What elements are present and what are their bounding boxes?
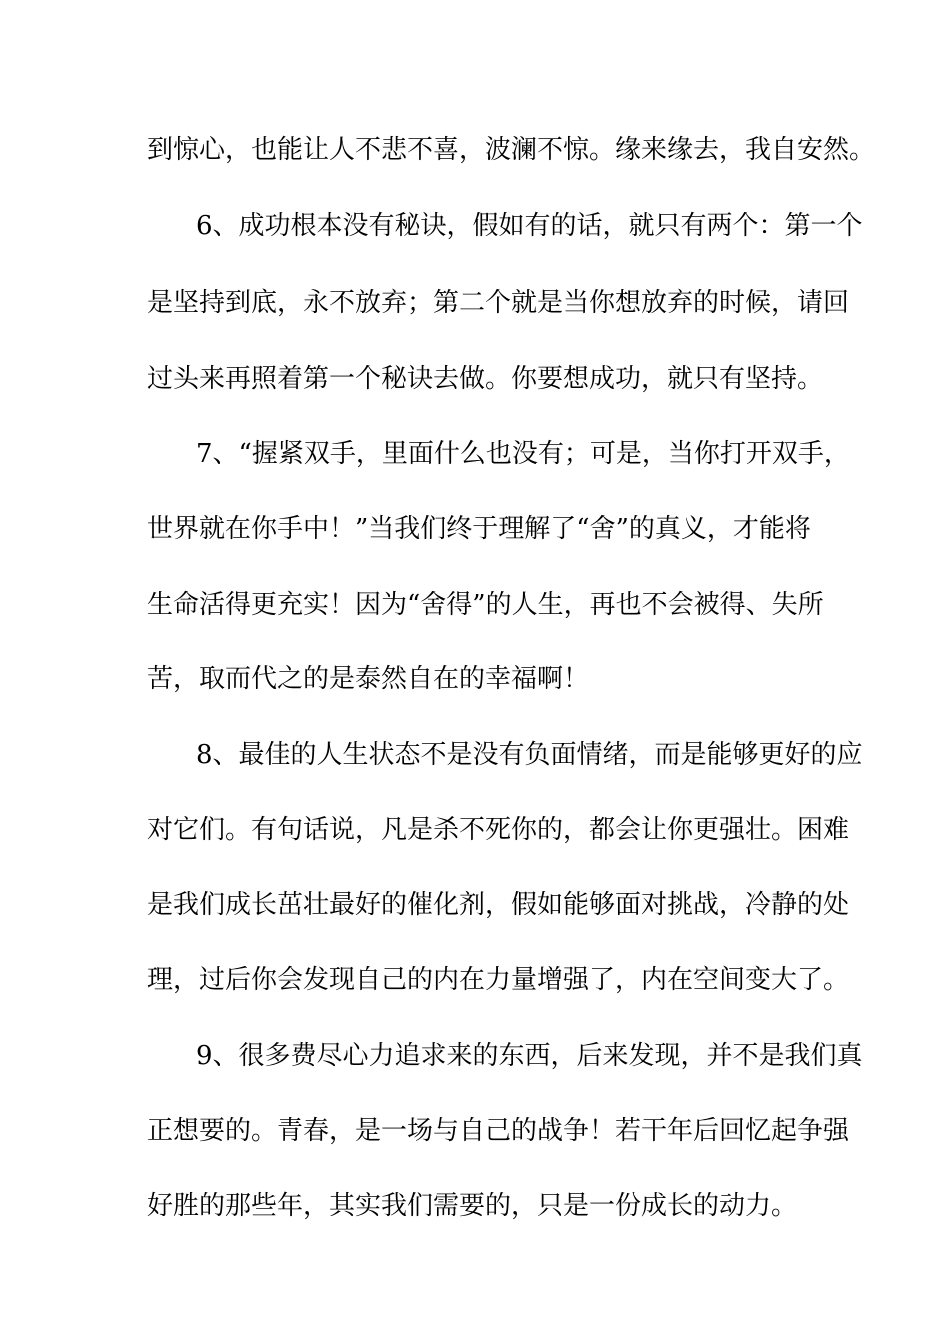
- text-line: 8、最佳的人生状态不是没有负面情绪，而是能够更好的应: [196, 740, 863, 770]
- text-line: 世界就在你手中！”当我们终于理解了“舍”的真义，才能将: [147, 514, 811, 544]
- text-line: 好胜的那些年，其实我们需要的，只是一份成长的动力。: [147, 1191, 798, 1221]
- text-line: 对它们。有句话说，凡是杀不死你的，都会让你更强壮。困难: [147, 815, 850, 845]
- text-line: 是坚持到底，永不放弃；第二个就是当你想放弃的时候，请回: [147, 288, 850, 318]
- text-line: 7、“握紧双手，里面什么也没有；可是，当你打开双手，: [196, 439, 850, 469]
- text-line: 9、很多费尽心力追求来的东西，后来发现，并不是我们真: [196, 1041, 863, 1071]
- text-line: 过头来再照着第一个秘诀去做。你要想成功，就只有坚持。: [147, 364, 824, 394]
- text-line: 是我们成长茁壮最好的催化剂，假如能够面对挑战，冷静的处: [147, 890, 850, 920]
- text-line: 6、成功根本没有秘诀，假如有的话，就只有两个：第一个: [196, 211, 863, 241]
- text-line: 理，过后你会发现自己的内在力量增强了，内在空间变大了。: [147, 965, 850, 995]
- text-line: 生命活得更充实！因为“舍得”的人生，再也不会被得、失所: [147, 590, 824, 620]
- text-line: 正想要的。青春，是一场与自己的战争！若干年后回忆起争强: [147, 1116, 850, 1146]
- text-line: 到惊心，也能让人不悲不喜，波澜不惊。缘来缘去，我自安然。: [147, 135, 876, 165]
- text-line: 苦，取而代之的是泰然自在的幸福啊！: [147, 664, 590, 694]
